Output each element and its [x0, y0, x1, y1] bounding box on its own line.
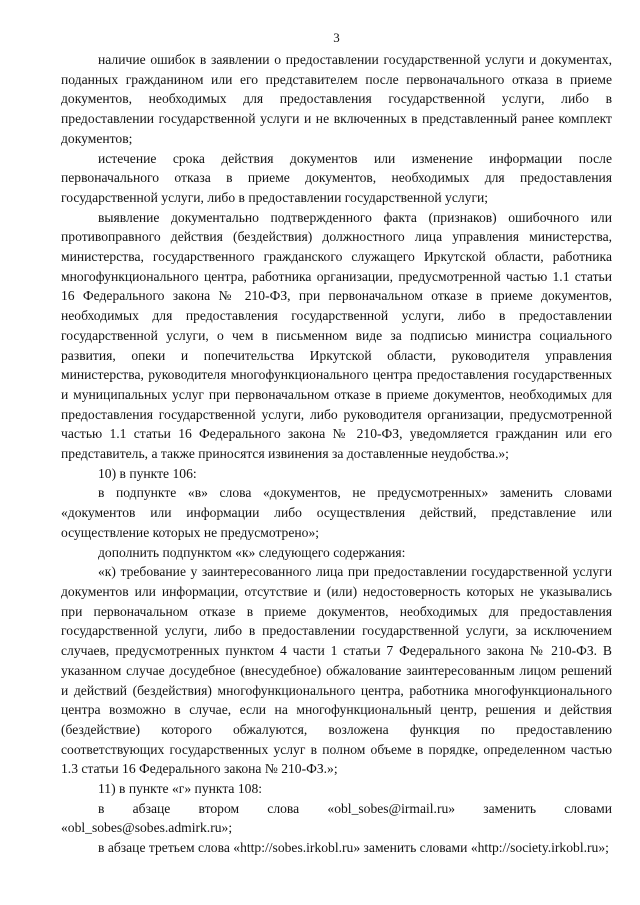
- paragraph: «к) требование у заинтересованного лица при предоставлении государственной услуги документов или информации, отсутствие и (или) недостоверность которых не указывались при первоначальном отказе в приеме документов, необходимых для предоставления государственной услуги, либо в предоставлении государственной услуги, за исключением случаев, предусмотренных пунктом 4 части 1 статьи 7 Федерального закона № 210-ФЗ. В указанном случае досудебное (внесудебное) обжалование заинтересованным лицом решений и действий (бездействия) многофункционального центра, работника многофункционального центра возможно в случае, если на многофункциональный центр, решения и действия (бездействие) которого обжалуются, возложена функция по предоставлению соответствующих государственных услуг в полном объеме в порядке, определенном частью 1.3 статьи 16 Федерального закона № 210-ФЗ.»;: [61, 564, 612, 777]
- paragraph: дополнить подпунктом «к» следующего содержания:: [98, 544, 406, 560]
- paragraph: истечение срока действия документов или изменение информации после первоначального отказа в приеме документов, необходимых для предоставления государственной услуги, либо в предоставлении государственной услуги;: [61, 150, 612, 205]
- paragraph: 11) в пункте «г» пункта 108:: [98, 781, 263, 797]
- paragraph: выявление документально подтвержденного факта (признаков) ошибочного или противоправного действия (бездействия) должностного лица управления министерства, министерства, государственного гражданского служащего Иркутской области, работника многофункционального центра, работника организации, предусмотренной частью 1.1 статьи 16 Федерального закона № 210-ФЗ, при первоначальном отказе в приеме документов, необходимых для предоставления государственной услуги, либо в предоставлении государственной услуги, о чем в письменном виде за подписью министра социального развития, опеки и попечительства Иркутской области, руководителя управления министерства, руководителя многофункционального центра предоставления государственных и муниципальных услуг при первоначальном отказе в приеме документов, необходимых для предоставления государственной услуги, либо руководителя организации, предусмотренной частью 1.1 статьи 16 Федерального закона № 210-ФЗ, уведомляется гражданин или его представитель, а также приносятся извинения за доставленные неудобства.»;: [61, 209, 612, 462]
- paragraph: в подпункте «в» слова «документов, не предусмотренных» заменить словами «документов или информации либо осуществления действий, представление или осуществление которых не предусмотрено»;: [61, 485, 612, 540]
- paragraph: 10) в пункте 106:: [98, 465, 197, 481]
- page-number: 3: [333, 30, 340, 45]
- paragraph: в абзаце третьем слова «http://sobes.irkobl.ru» заменить словами «http://society.irkobl.ru»;: [98, 840, 609, 856]
- paragraph: в абзаце втором слова «obl_sobes@irmail.ru» заменить словами «obl_sobes@sobes.admirk.ru»;: [61, 800, 612, 836]
- paragraph: наличие ошибок в заявлении о предоставлении государственной услуги и документах, поданных гражданином или его представителем после первоначального отказа в приеме документов, необходимых для предоставления государственной услуги, либо в предоставлении государственной услуги и не включенных в представленный ранее комплект документов;: [61, 52, 612, 146]
